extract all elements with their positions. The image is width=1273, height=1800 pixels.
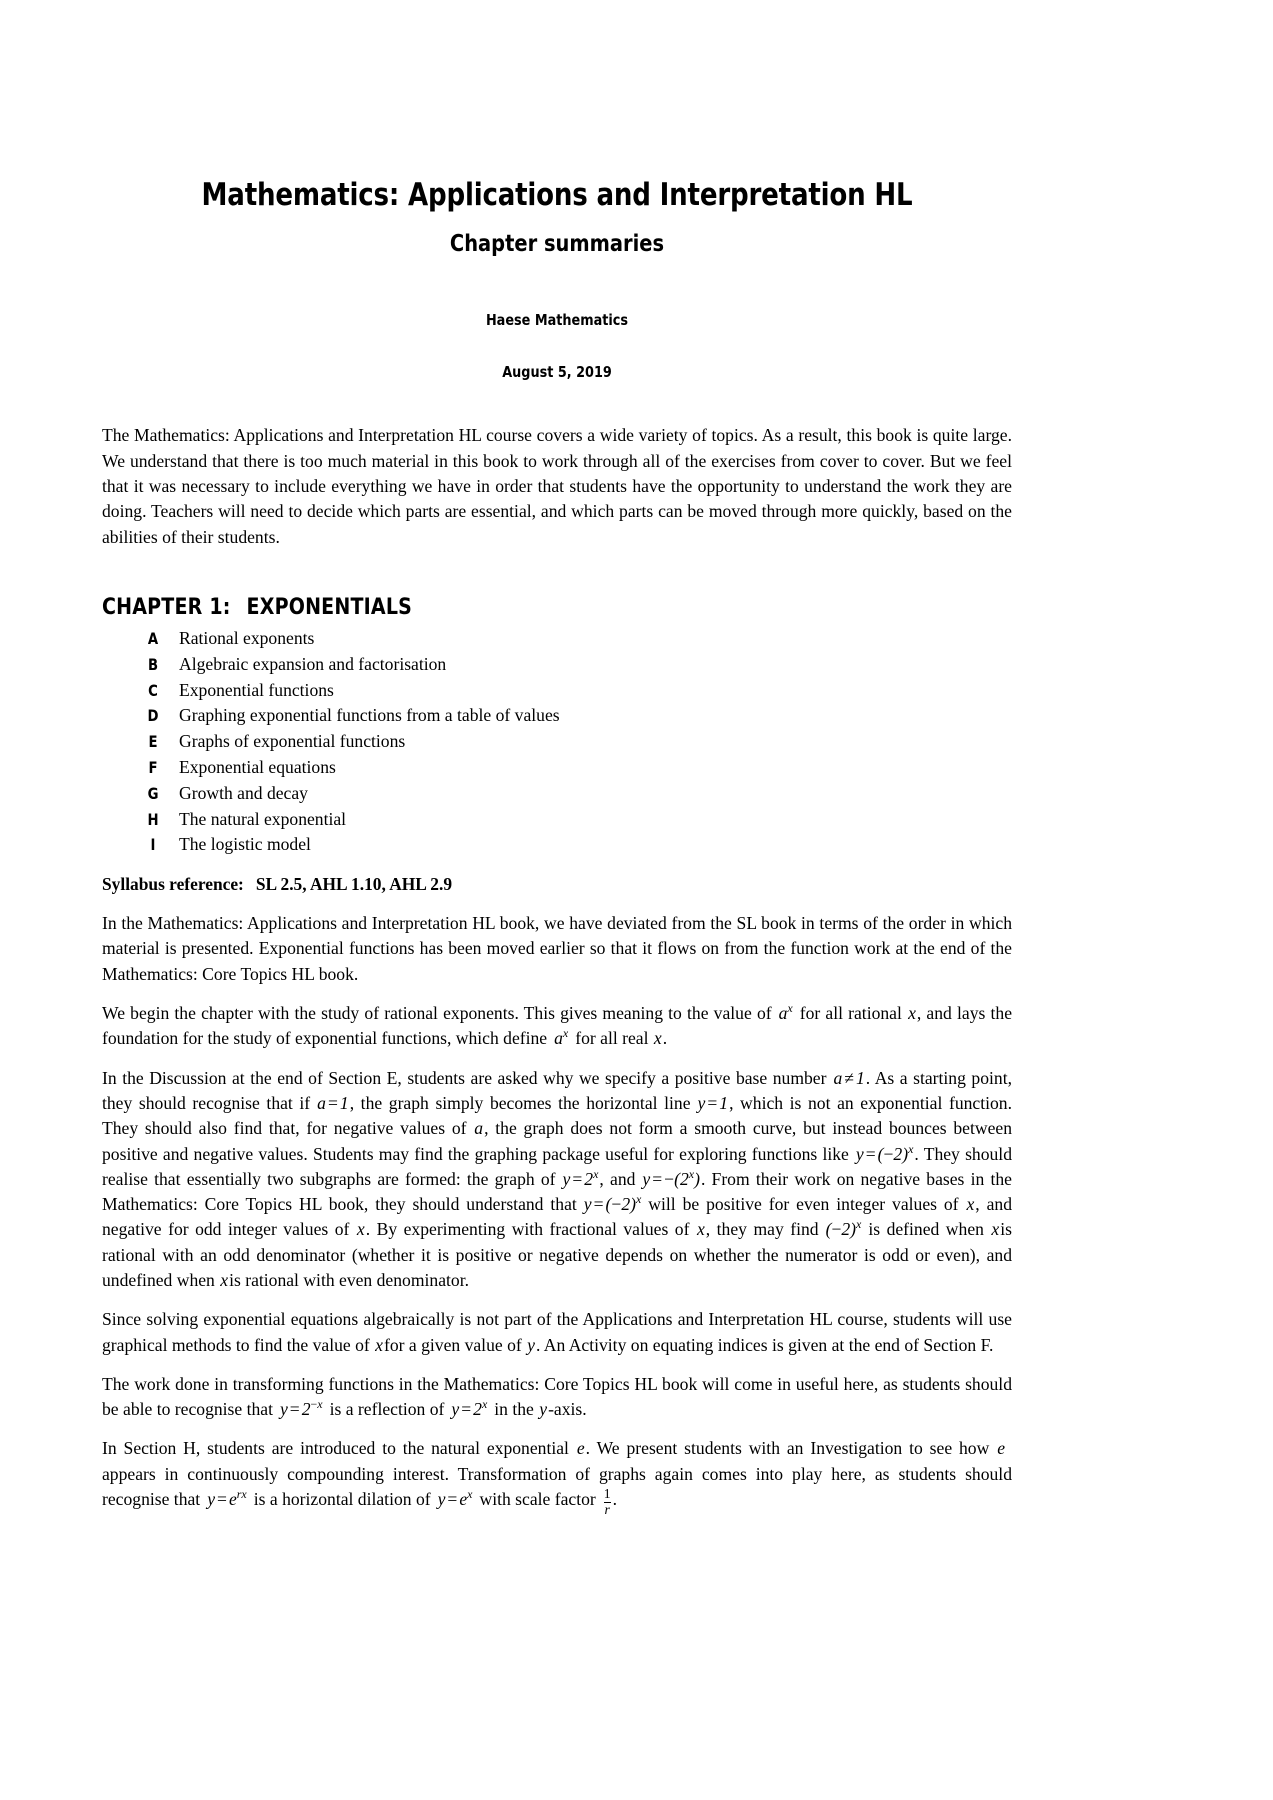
text-run: , and negative for odd integer values of	[102, 1194, 1012, 1240]
text-run: .	[612, 1489, 618, 1510]
text-run: In the Discussion at the end of Section E, students are asked why we specify a positive base number	[102, 1067, 827, 1088]
text-run: -axis.	[548, 1399, 587, 1420]
text-run: The work done in transforming functions in the Mathematics: Core Topics HL book will come in useful here, as students should be able to recognise that	[102, 1373, 1012, 1420]
section-label: Exponential equations	[179, 756, 336, 777]
text-run: in the	[494, 1399, 534, 1420]
paragraph-discussion-base	[102, 1066, 1012, 1294]
paragraph-graphical-methods	[102, 1307, 1012, 1358]
intro-block	[102, 381, 1012, 549]
paragraph-natural-exponential	[102, 1436, 1012, 1517]
section-label: The logistic model	[179, 834, 311, 855]
text-run: Since solving exponential equations algebraically is not part of the Applications and Interpretation HL course, students will use graphical methods to find the value of	[102, 1309, 1012, 1355]
list-item[interactable]	[142, 832, 1012, 858]
math-a-power-x: $a^x$	[554, 1026, 569, 1049]
section-label: The natural exponential	[179, 808, 347, 829]
math-y-eq-2-power-x: $y = 2^x$	[562, 1166, 599, 1189]
text-run: . An Activity on equating indices is given at the end of Section F.	[535, 1334, 994, 1355]
text-run: for all real	[575, 1028, 649, 1049]
syllabus-value: SL 2.5, AHL 1.10, AHL 2.9	[255, 874, 453, 895]
section-letter: E	[148, 732, 158, 752]
chapter-section-list	[102, 626, 1012, 858]
math-x: x	[908, 1003, 916, 1024]
section-label: Graphs of exponential functions	[179, 731, 406, 752]
math-e: e	[997, 1438, 1006, 1459]
math-y: y	[539, 1399, 548, 1420]
list-item[interactable]	[142, 729, 1012, 755]
math-a-neq-1: a ≠ 1	[833, 1067, 865, 1088]
math-x: x	[653, 1028, 662, 1049]
chapter-heading-label: CHAPTER 1:	[102, 593, 231, 620]
section-label: Algebraic expansion and factorisation	[179, 653, 447, 674]
syllabus-reference	[102, 858, 1012, 911]
list-item[interactable]	[142, 781, 1012, 807]
document-title: Mathematics: Applications and Interpretation HL	[201, 177, 913, 213]
text-run: for all rational	[799, 1003, 902, 1024]
math-y-eq-e-power-rx: $y = e^{rx}$	[207, 1487, 247, 1510]
section-label: Growth and decay	[179, 782, 308, 803]
math-y-eq-e-power-x: $y = e^x$	[437, 1487, 473, 1510]
text-run: We begin the chapter with the study of rational exponents. This gives meaning to the value of	[102, 1003, 772, 1024]
math-x: x	[375, 1334, 383, 1355]
section-letter: I	[150, 835, 156, 855]
text-run: .	[662, 1028, 668, 1049]
section-label: Exponential functions	[179, 679, 334, 700]
list-item[interactable]	[142, 703, 1012, 729]
math-x: x	[696, 1219, 705, 1240]
text-run: , the graph simply becomes the horizontal line	[349, 1092, 691, 1113]
section-label: Graphing exponential functions from a table of values	[179, 705, 560, 726]
math-neg2-power-x: $(-2)^x$	[825, 1217, 862, 1240]
math-x: x	[220, 1270, 229, 1290]
section-letter: C	[148, 680, 158, 700]
text-run: will be positive for even integer values of	[648, 1194, 959, 1215]
math-a-eq-1: a = 1	[317, 1092, 349, 1113]
text-run: is rational with even denominator.	[229, 1270, 469, 1290]
text-run: , they may find	[705, 1219, 819, 1240]
text-run: is rational with an odd denominator (whether it is positive or negative depends on whether the numerator is odd or even), and undefined when	[102, 1219, 1012, 1290]
math-x: x	[966, 1194, 975, 1215]
paragraph-rational-exponents	[102, 1001, 1012, 1052]
section-letter: A	[147, 628, 159, 648]
text-run: for a given value of	[383, 1334, 522, 1355]
math-y-eq-neg2-power-x: $y = (-2)^x$	[855, 1141, 914, 1164]
text-run: . As a starting point, they should recognise that if	[102, 1067, 1012, 1113]
text-run: . We present students with an Investigation to see how	[585, 1438, 990, 1459]
list-item[interactable]	[142, 807, 1012, 833]
chapter-heading-name: EXPONENTIALS	[246, 593, 413, 620]
paragraph-order: In the Mathematics: Applications and Interpretation HL book, we have deviated from the SL book in terms of the order in which material is presented. Exponential functions has been moved earlier so that it flows on from the function work at the end of the Mathematics: Core Topics HL book.	[102, 913, 1012, 984]
section-letter: H	[147, 809, 159, 829]
math-fraction-one-over-r: $\frac{1}{r}$	[603, 1486, 611, 1517]
text-run: , the graph does not form a smooth curve, but instead bounces between positive and negative values. Students may find the graphing package useful for exploring functions like	[102, 1118, 1012, 1164]
page-content	[102, 0, 1012, 1531]
text-run: . They should realise that essentially two subgraphs are formed: the graph of	[102, 1143, 1012, 1189]
text-run: In Section H, students are introduced to the natural exponential	[102, 1438, 569, 1459]
text-run: with scale factor	[479, 1489, 596, 1510]
list-item[interactable]	[142, 755, 1012, 781]
list-item[interactable]	[142, 626, 1012, 652]
text-run: appears in continuously compounding interest. Transformation of graphs again comes into play here, as students should recognise that	[102, 1463, 1012, 1510]
section-label: Rational exponents	[179, 627, 315, 648]
text-run: . From their work on negative bases in the Mathematics: Core Topics HL book, they should understand that	[102, 1168, 1012, 1215]
text-run: . By experimenting with fractional values of	[365, 1219, 690, 1240]
text-run: is a reflection of	[329, 1399, 445, 1420]
section-letter: F	[148, 757, 158, 777]
list-item[interactable]	[142, 678, 1012, 704]
math-x: x	[991, 1219, 1000, 1240]
text-run: is defined when	[868, 1219, 984, 1240]
text-run: , which is not an exponential function. They should also find that, for negative values of	[102, 1092, 1012, 1139]
text-run: is a horizontal dilation of	[253, 1489, 431, 1510]
syllabus-label: Syllabus reference:	[102, 874, 244, 895]
paragraph-transformations	[102, 1372, 1012, 1423]
math-y-eq-minus-2-power-x: $y = -(2^x)$	[642, 1166, 700, 1189]
document-date: August 5, 2019	[502, 363, 612, 382]
intro-paragraph: The Mathematics: Applications and Interpretation HL course covers a wide variety of topics. As a result, this book is quite large. We understand that there is too much material in this book to work through all of the exercises from cover to cover. But we feel that it was necessary to include everything we have in order that students have the opportunity to understand the work they are doing. Teachers will need to decide which parts are essential, and which parts can be moved through more quickly, based on the abilities of their students.	[102, 425, 1012, 547]
math-y: y	[527, 1334, 535, 1355]
math-a-power-x: $a^x$	[778, 1001, 793, 1024]
section-letter: B	[147, 654, 159, 674]
math-x: x	[356, 1219, 365, 1240]
document-subtitle: Chapter summaries	[449, 228, 665, 257]
chapter-heading	[102, 564, 957, 626]
text-run: , and lays the foundation for the study of exponential functions, which define	[102, 1003, 1012, 1049]
math-y-eq-2-power-neg-x: $y = 2^{-x}$	[279, 1397, 323, 1420]
math-y-eq-2-power-x: $y = 2^x$	[451, 1397, 488, 1420]
section-letter: D	[147, 706, 159, 726]
section-letter: G	[147, 783, 159, 803]
text-run: , and	[599, 1168, 636, 1189]
list-item[interactable]	[142, 652, 1012, 678]
document-author: Haese Mathematics	[485, 311, 629, 330]
math-a: a	[474, 1118, 484, 1139]
math-e: e	[576, 1438, 585, 1459]
math-y-eq-1: y = 1	[697, 1092, 729, 1113]
math-y-eq-neg2-power-x: $y = (-2)^x$	[583, 1192, 642, 1215]
